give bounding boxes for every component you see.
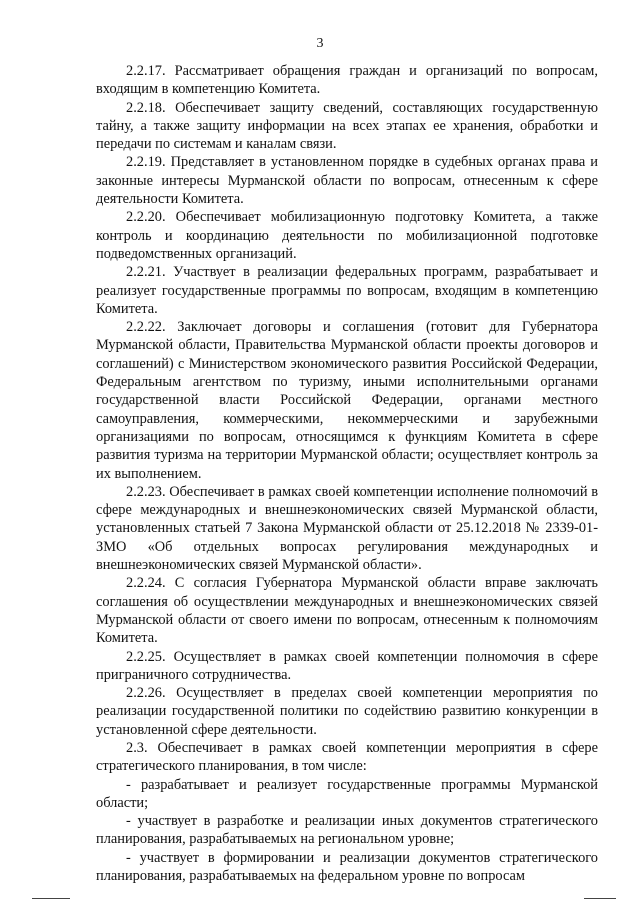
list-item-federal-documents: - участвует в формировании и реализации документов стратегического планирования, разрабатываемых на федеральном уровне по вопросам (96, 849, 598, 885)
paragraph-2-3: 2.3. Обеспечивает в рамках своей компетенции мероприятия в сфере стратегического планирования, в том числе: (96, 739, 598, 775)
page-number: 3 (316, 36, 324, 51)
paragraph-2-2-21: 2.2.21. Участвует в реализации федеральных программ, разрабатывает и реализует государственные программы по вопросам, входящим в компетенцию Комитета. (96, 264, 598, 317)
document-body (96, 62, 598, 885)
paragraph-2-2-19: 2.2.19. Представляет в установленном порядке в судебных органах права и законные интересы Мурманской области по вопросам, отнесенным к сфере деятельности Комитета. (96, 154, 598, 208)
paragraph-2-2-18: 2.2.18. Обеспечивает защиту сведений, составляющих государственную тайну, а также защиту информации на всех этапах ее хранения, обработки и передачи по системам и каналам связи. (96, 99, 598, 153)
paragraph-2-2-22: 2.2.22. Заключает договоры и соглашения (готовит для Губернатора Мурманской области, Правительства Мурманской области проекты договоров и соглашений) с Министерством экономического развития Российской Федерации, Федеральным агентством по туризму, иными исполнительными органами государственной власти Российской Федерации, органами местного самоуправления, коммерческими, некоммерческими и зарубежными организациями по вопросам, относящимся к функциям Комитета в сфере развития туризма на территории Мурманской области; осуществляет контроль за их выполнением. (96, 319, 598, 482)
list-item-state-programs: - разрабатывает и реализует государственные программы Мурманской области; (96, 776, 598, 811)
paragraph-2-2-23: 2.2.23. Обеспечивает в рамках своей компетенции исполнение полномочий в сфере международных и внешнеэкономических связей Мурманской области, установленных статьей 7 Закона Мурманской области от 25.12.2018 № 2339-01-ЗМО «Об отдельных вопросах регулирования международных и внешнеэкономических связей Мурманской области». (96, 483, 598, 574)
paragraph-2-2-17: 2.2.17. Рассматривает обращения граждан и организаций по вопросам, входящим в компетенцию Комитета. (96, 63, 598, 98)
paragraph-2-2-26: 2.2.26. Осуществляет в пределах своей компетенции мероприятия по реализации государственной политики по содействию развитию конкуренции в установленной сфере деятельности. (96, 685, 598, 738)
paragraph-2-2-20: 2.2.20. Обеспечивает мобилизационную подготовку Комитета, а также контроль и координацию деятельности по мобилизационной подготовке подведомственных организаций. (96, 209, 598, 262)
list-item-regional-documents: - участвует в разработке и реализации иных документов стратегического планирования, разрабатываемых на региональном уровне; (96, 813, 598, 848)
paragraph-2-2-25: 2.2.25. Осуществляет в рамках своей компетенции полномочия в сфере приграничного сотрудничества. (96, 648, 598, 683)
bottom-right-rule (584, 898, 616, 899)
paragraph-2-2-24: 2.2.24. С согласия Губернатора Мурманской области вправе заключать соглашения об осуществлении международных и внешнеэкономических связей Мурманской области от своего имени по вопросам, отнесенным к полномочиям Комитета. (96, 575, 598, 647)
bottom-left-rule (32, 898, 70, 899)
